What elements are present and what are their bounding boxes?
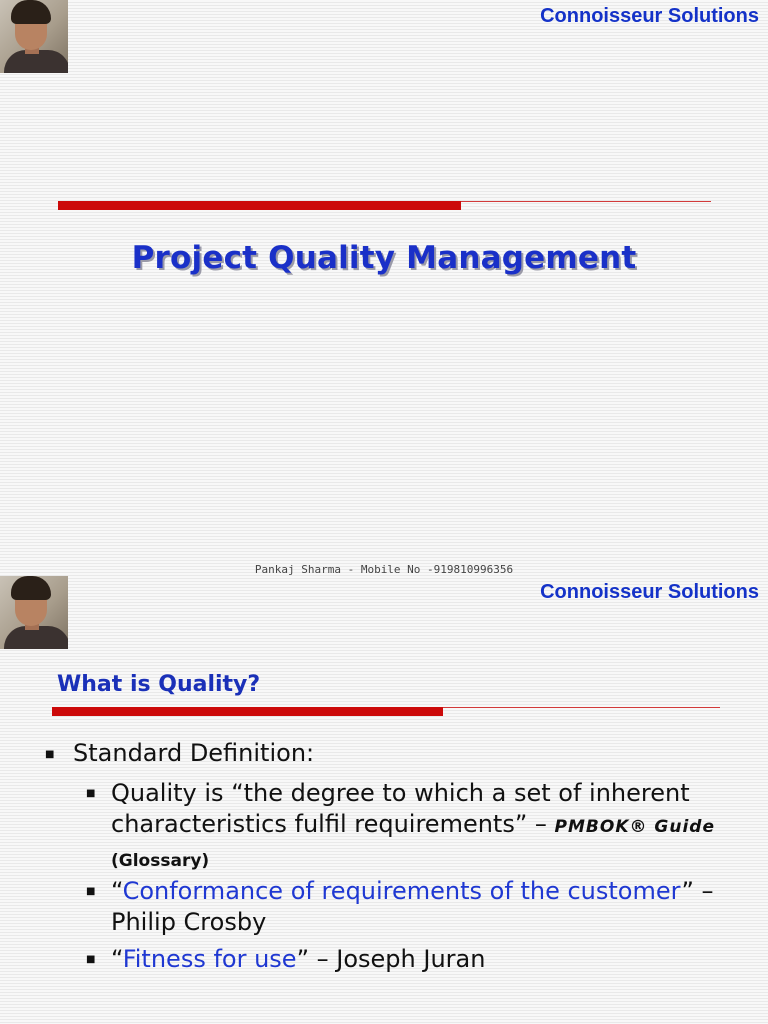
slide-title-text: Project Quality Management (131, 240, 637, 276)
red-rule-thick (58, 201, 461, 210)
square-bullet-icon: ■ (86, 886, 96, 897)
brand-name: Connoisseur Solutions (540, 581, 759, 603)
pmbok-guide-ref: PMBOK® Guide (554, 817, 715, 837)
quote-crosby: Conformance of requirements of the customer (122, 877, 682, 905)
presenter-photo (0, 0, 68, 73)
footer-contact: Pankaj Sharma - Mobile No -919810996356 (254, 563, 514, 576)
quote-juran: Fitness for use (122, 945, 297, 973)
presenter-photo (0, 576, 68, 649)
slide-what-is-quality (0, 576, 768, 1024)
sub-bullet-text: Quality is “the degree to which a set of inherent characteristics fulfil requirements” – PMBOK® Guide (Glossary) (111, 779, 715, 871)
slide-heading: What is Quality? (57, 672, 261, 697)
red-rule-thin (461, 201, 711, 202)
sub-bullet-text: “Conformance of requirements of the customer” – Philip Crosby (111, 877, 714, 936)
bullet-text: Standard Definition: (73, 739, 315, 767)
square-bullet-icon: ■ (86, 954, 96, 965)
brand-name: Connoisseur Solutions (540, 5, 759, 27)
sub-bullet-text: “Fitness for use” – Joseph Juran (111, 945, 486, 973)
square-bullet-icon: ■ (45, 749, 55, 760)
square-bullet-icon: ■ (86, 788, 96, 799)
red-rule-thin (443, 707, 720, 708)
red-rule-thick (52, 707, 443, 716)
